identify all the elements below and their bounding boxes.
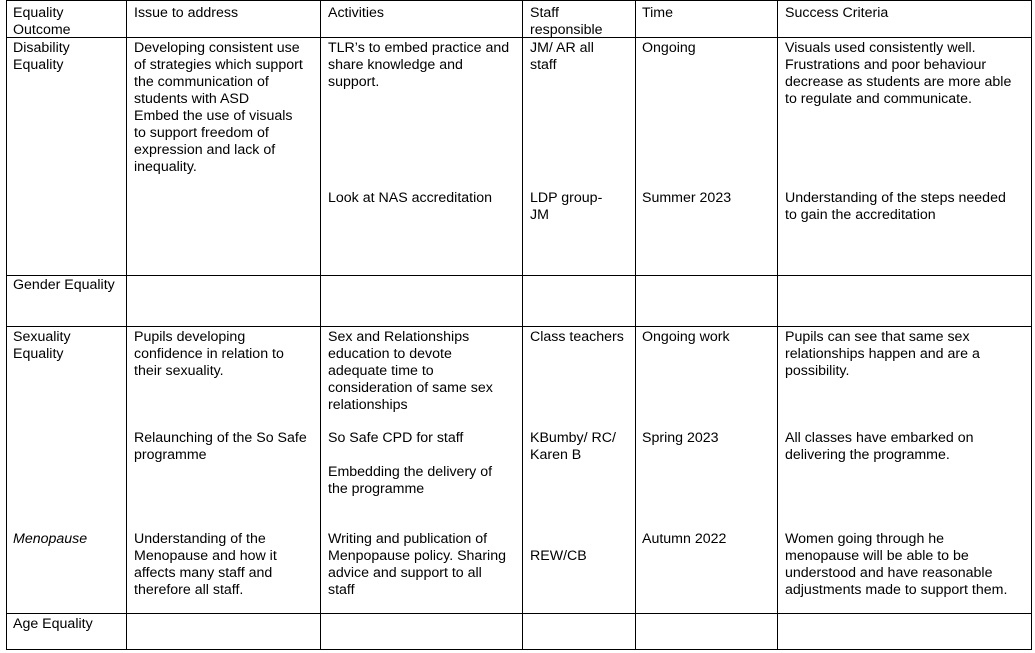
table-border	[1031, 0, 1032, 650]
table-border	[6, 0, 7, 650]
success-menopause: Women going through he menopause will be able to be understood and have reasonable adjustments made to support them.	[785, 531, 1008, 598]
table-border	[6, 0, 1032, 1]
success-sexuality-2: All classes have embarked on delivering the programme.	[785, 430, 974, 463]
time-menopause: Autumn 2022	[642, 531, 727, 547]
success-sexuality-1: Pupils can see that same sex relationships happen and are a possibility.	[785, 329, 980, 379]
outcome-disability: Disability Equality	[13, 40, 70, 73]
table-border	[6, 275, 1032, 276]
header-equality-outcome: Equality Outcome	[13, 5, 71, 38]
activity-disability-2: Look at NAS accreditation	[328, 190, 493, 206]
table-border	[777, 0, 778, 650]
table-border	[6, 37, 1032, 38]
table-border	[522, 0, 523, 650]
activity-sexuality-2a: So Safe CPD for staff	[328, 430, 464, 446]
time-disability-1: Ongoing	[642, 40, 696, 56]
table-border	[126, 0, 127, 650]
table-border	[6, 649, 1032, 650]
issue-menopause: Understanding of the Menopause and how it affects many staff and therefore all staff.	[134, 531, 277, 598]
success-disability-1: Visuals used consistently well. Frustrations and poor behaviour decrease as students are more able to regulate and communicate.	[785, 40, 1012, 107]
staff-sexuality-2: KBumby/ RC/ Karen B	[530, 430, 616, 463]
activity-menopause: Writing and publication of Menpopause policy. Sharing advice and support to all staff	[328, 531, 506, 598]
header-staff: Staff responsible	[530, 5, 603, 38]
header-success: Success Criteria	[785, 5, 889, 21]
table-border	[6, 326, 1032, 327]
time-disability-2: Summer 2023	[642, 190, 732, 206]
table-border	[635, 0, 636, 650]
issue-disability: Developing consistent use of strategies which support the communication of students with ASD Embed the use of visuals to support freedom of expression and lack of inequality.	[134, 40, 303, 175]
success-disability-2: Understanding of the steps needed to gain the accreditation	[785, 190, 1006, 223]
time-sexuality-2: Spring 2023	[642, 430, 719, 446]
outcome-age: Age Equality	[13, 616, 93, 632]
activity-disability-1: TLR’s to embed practice and share knowledge and support.	[328, 40, 510, 90]
staff-menopause: REW/CB	[530, 548, 587, 564]
issue-sexuality-1: Pupils developing confidence in relation to their sexuality.	[134, 329, 284, 379]
header-time: Time	[642, 5, 674, 21]
table-border	[6, 613, 1032, 614]
issue-sexuality-2: Relaunching of the So Safe programme	[134, 430, 307, 463]
outcome-menopause: Menopause	[13, 531, 88, 547]
time-sexuality-1: Ongoing work	[642, 329, 730, 345]
outcome-sexuality: Sexuality Equality	[13, 329, 71, 362]
activity-sexuality-2b: Embedding the delivery of the programme	[328, 464, 493, 497]
header-issue: Issue to address	[134, 5, 239, 21]
staff-disability-1: JM/ AR all staff	[530, 40, 594, 73]
activity-sexuality-1: Sex and Relationships education to devote adequate time to consideration of same sex relationships	[328, 329, 493, 413]
table-border	[320, 0, 321, 650]
staff-sexuality-1: Class teachers	[530, 329, 624, 345]
outcome-gender: Gender Equality	[13, 277, 115, 293]
header-activities: Activities	[328, 5, 384, 21]
staff-disability-2: LDP group- JM	[530, 190, 603, 223]
